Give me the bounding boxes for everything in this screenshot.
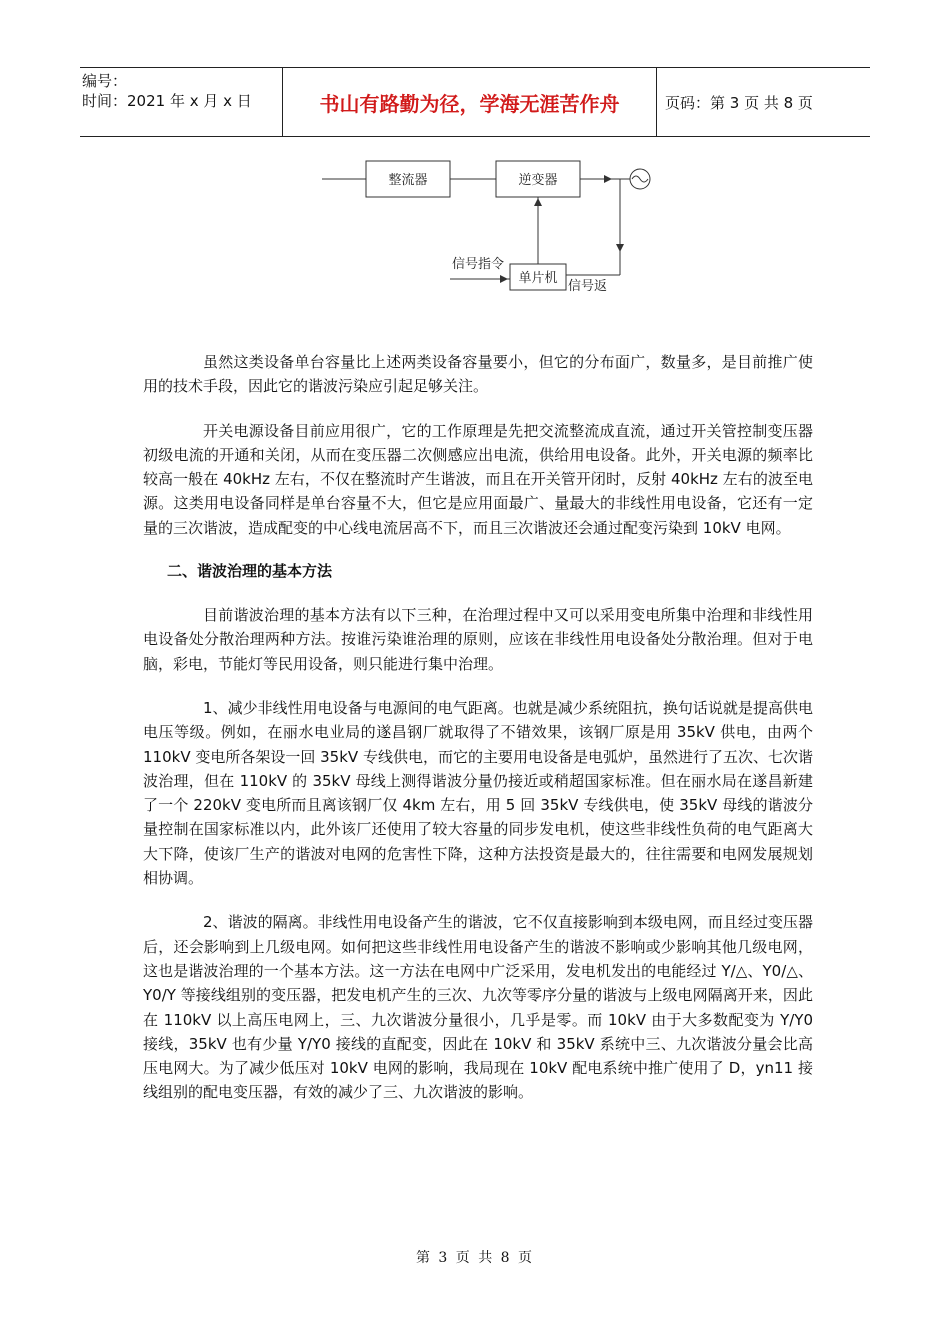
page-header	[80, 67, 870, 137]
header-motto: 书山有路勤为径，学海无涯苦作舟	[283, 68, 657, 136]
arrow-down-icon	[616, 244, 624, 252]
date-line: 时间：2021 年 x 月 x 日	[82, 92, 252, 110]
block-diagram	[300, 140, 700, 300]
paragraph: 1、减少非线性用电设备与电源间的电气距离。也就是减少系统阻抗，换句话说就是提高供电电压等级。例如，在丽水电业局的遂昌钢厂就取得了不错效果，该钢厂原是用 35kV 供电，由两个 110kV 变电所各架设一回 35kV 专线供电，而它的主要用电设备是电弧炉，虽然进行了五次、七次谐波治理，但在 110kV 的 35kV 母线上测得谐波分量仍接近或稍超国家标准。但在丽水局在遂昌新建了一个 220kV 变电所而且离该钢厂仅 4km 左右，用 5 回 35kV 专线供电，使 35kV 母线的谐波分量控制在国家标准以内，此外该厂还使用了较大容量的同步发电机，使这些非线性负荷的电气距离大大下降，使该厂生产的谐波对电网的危害性下降，这种方法投资是最大的，往往需要和电网发展规划相协调。	[143, 698, 813, 888]
arrow-up-icon	[534, 198, 542, 206]
sine-wave-icon	[632, 176, 648, 182]
header-meta	[80, 68, 283, 136]
number-label: 编号：	[82, 72, 128, 90]
mcu-label: 单片机	[518, 271, 558, 286]
paragraph: 目前谐波治理的基本方法有以下三种，在治理过程中又可以采用变电所集中治理和非线性用电设备处分散治理两种方法。按谁污染谁治理的原则，应该在非线性用电设备处分散治理。但对于电脑，彩电，节能灯等民用设备，则只能进行集中治理。	[143, 606, 813, 673]
arrow-right-icon	[604, 175, 612, 183]
header-page-info: 页码：第 3 页 共 8 页	[665, 93, 813, 112]
signal-return-label: 信号返	[568, 279, 608, 294]
rectifier-label: 整流器	[388, 173, 428, 188]
paragraph: 2、谐波的隔离。非线性用电设备产生的谐波，它不仅直接影响到本级电网，而且经过变压器后，还会影响到上几级电网。如何把这些非线性用电设备产生的谐波不影响或少影响其他几级电网，这也是谐波治理的一个基本方法。这一方法在电网中广泛采用，发电机发出的电能经过 Y/△、Y0/△、Y0/Y 等接线组别的变压器，把发电机产生的三次、九次等零序分量的谐波与上级电网隔离开来，因此在 110kV 以上高压电网上，三、九次谐波分量很小，几乎是零。而 10kV 由于大多数配变为 Y/Y0 接线，35kV 也有少量 Y/Y0 接线的直配变，因此在 10kV 和 35kV 系统中三、九次谐波分量会比高压电网大。为了减少低压对 10kV 电网的影响，我局现在 10kV 配电系统中推广使用了 D，yn11 接线组别的配电变压器，有效的减少了三、九次谐波的影响。	[143, 913, 813, 1102]
document-body	[143, 350, 813, 1125]
signal-command-label: 信号指令	[452, 257, 505, 272]
page-footer: 第 3 页 共 8 页	[415, 1250, 535, 1266]
paragraph: 开关电源设备目前应用很广，它的工作原理是先把交流整流成直流，通过开关管控制变压器初级电流的开通和关闭，从而在变压器二次侧感应出电流，供给用电设备。此外，开关电源的频率比较高一般在 40kHz 左右，不仅在整流时产生谐波，而且在开关管开闭时，反射 40kHz 左右的波至电源。这类用电设备同样是单台容量不大，但它是应用面最广、量最大的非线性用电设备，它还有一定量的三次谐波，造成配变的中心线电流居高不下，而且三次谐波还会通过配变污染到 10kV 电网。	[143, 421, 813, 537]
section-title: 二、谐波治理的基本方法	[167, 562, 333, 581]
paragraph: 虽然这类设备单台容量比上述两类设备容量要小，但它的分布面广，数量多，是目前推广使用的技术手段，因此它的谐波污染应引起足够关注。	[143, 353, 813, 396]
arrow-right-icon	[500, 275, 508, 283]
inverter-label: 逆变器	[518, 173, 558, 188]
